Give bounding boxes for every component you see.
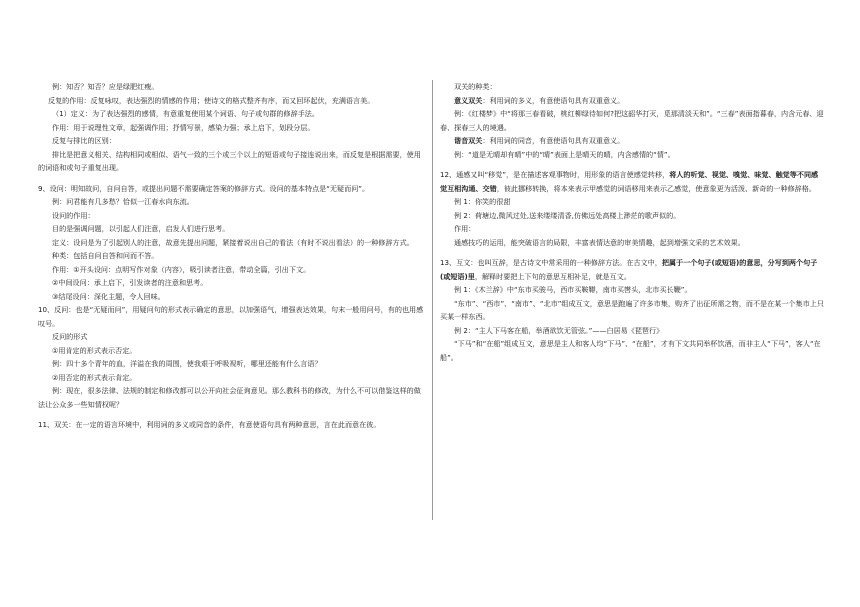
text-line: 例：问君能有几多愁？恰似一江春水向东流。 (52, 197, 194, 206)
text-line: （1）定义：为了表达强烈的感情，有意重复使用某个词语、句子或句群的修辞手法。 (52, 109, 319, 118)
text-line: 例：“道是无晴却有晴”中的“晴”表面上是晴天的晴，内含感情的“情”。 (454, 149, 675, 159)
text-line: 例 2：“主人下马客在船，举酒欲饮无管弦。”——白居易《琵琶行》 (454, 325, 664, 335)
text-line: ③结尾设问：深化主题，令人回味。 (52, 291, 165, 301)
text-line: ②中间设问：承上启下，引发读者的注意和思考。 (52, 278, 208, 287)
text-line: “下马”和“在船”组成互文，意思是主人和客人均“下马”、“在船”，才有下文共同举杯饮酒，而非主人“下马”，客人“在船”。 (440, 339, 821, 362)
text-line: 例：四十多个青年的血，洋溢在我的周围，使我艰于呼吸视听，哪里还能有什么言语？ (52, 359, 322, 368)
section-heading-9: 9、设问：明知故问，自问自答，或提出问题不需要确定答案的修辞方式。设问的基本特点是“无疑而问”。 (38, 183, 370, 193)
text-line: “东市”、“西市”、“南市”、“北市”组成互文，意思是跑遍了许多市集，购齐了出征所需之物，而不是在某一个集市上只买某一样东西。 (440, 298, 824, 321)
text-line: 例 1：你笑的很甜 (454, 197, 511, 206)
right-column (440, 80, 824, 364)
text-line: 例 2：荷塘边,微风过处,送来缕缕清香,仿佛远处高楼上渺茫的歌声似的。 (454, 210, 681, 220)
bold-term: 将人的听觉、视觉、嗅觉、味觉、触觉等不同感觉互相沟通、交错 (440, 170, 819, 193)
text-line: 反复与排比的区别： (52, 136, 116, 145)
section-heading-11: 11、双关：在一定的语言环境中，利用词的多义或同音的条件，有意使语句具有两种意思，言在此而意在彼。 (38, 420, 381, 429)
text-line: 通感技巧的运用，能突破语言的局限，丰富表情达意的审美情趣，起到增强文采的艺术效果。 (454, 237, 745, 247)
text-line: ①用肯定的形式表示否定。 (52, 345, 137, 355)
text-line: 例 1：《木兰辞》中“东市买骏马，西市买鞍鞯，南市买辔头，北市买长鞭”。 (454, 285, 692, 294)
text-line: 反复的作用：反复咏叹，表达强烈的情感的作用；使诗文的格式整齐有序，而又回环起伏，充满语言美。 (48, 95, 375, 105)
text-line: ②用否定的形式表示肯定。 (52, 372, 137, 382)
section-heading-13: 13、互文：也叫互辞，是古诗文中常采用的一种修辞方法。在古文中，把属于一个句子(或短语)的意思，分写到两个句子(或短语)里，解释时要把上下句的意思互相补足，就是互文。 (440, 258, 818, 281)
bold-term: 谐音双关 (454, 136, 483, 145)
text-line: 作用： (454, 224, 476, 233)
text-line: 作用：①开头设问：点明写作对象（内容），吸引读者注意，带动全篇，引出下文。 (52, 264, 311, 274)
text-line: 种类：包括自问自答和问而不答。 (52, 251, 159, 260)
text-line: 例：《红楼梦》中“将那三春看破，桃红柳绿待如何?把这韶华打灭，觅那清淡天和”。“三春”表面指暮春，内含元春、迎春、探春三人的境遇。 (440, 109, 824, 132)
text-line: 定义：设问是为了引起别人的注意，故意先提出问题，紧接着说出自己的看法（有时不说出看法）的一种修辞方式。 (52, 237, 414, 247)
text-line: 作用：用于说理性文章，起强调作用；抒情写景，感染力强；承上启下，划段分层。 (52, 122, 315, 132)
bold-term: 把属于一个句子(或短语)的意思，分写到两个句子(或短语)里 (440, 258, 818, 281)
section-heading-10: 10、反问：也是“无疑而问”，用疑问句的形式表示确定的意思，以加强语气，增强表达效果，句末一般用问号，有的也用感叹号。 (38, 305, 424, 328)
text-line: 设问的作用： (52, 210, 95, 220)
left-column (38, 80, 427, 432)
text-line: 目的是强调问题，以引起人们注意，启发人们进行思考。 (52, 224, 230, 233)
text-line: 双关的种类： (454, 82, 497, 91)
text-line: 谐音双关：利用词的同音，有意使语句具有双重意义。 (454, 136, 625, 145)
text-line: 例：现在，很多法律、法规的制定和修改都可以公开向社会征询意见。那么教科书的修改，为什么不可以借鉴这样的做法让公众多一些知情权呢？ (38, 386, 421, 409)
column-divider (432, 80, 433, 520)
text-line: 意义双关：利用词的多义，有意使语句具有双重意义。 (454, 95, 625, 105)
bold-term: 意义双关 (454, 95, 483, 105)
text-line: 排比是把意义相关、结构相同或相似、语气一致的三个或三个以上的短语或句子接连说出来，而反复是根据需要，使用的词语和或句子重复出现。 (38, 149, 421, 172)
section-heading-12: 12、通感又叫“移觉”，是在描述客观事物时，用形象的语言使感觉转移，将人的听觉、视觉、嗅觉、味觉、触觉等不同感觉互相沟通、交错，彼此挪移转换，将本来表示甲感觉的词语移用来表示乙感觉，使意象更为活泼、新奇的一种修辞格。 (440, 170, 819, 193)
text-line: 例：知否？知否？应是绿肥红瘦。 (52, 82, 159, 91)
text-line: 反问的形式 (52, 332, 88, 341)
